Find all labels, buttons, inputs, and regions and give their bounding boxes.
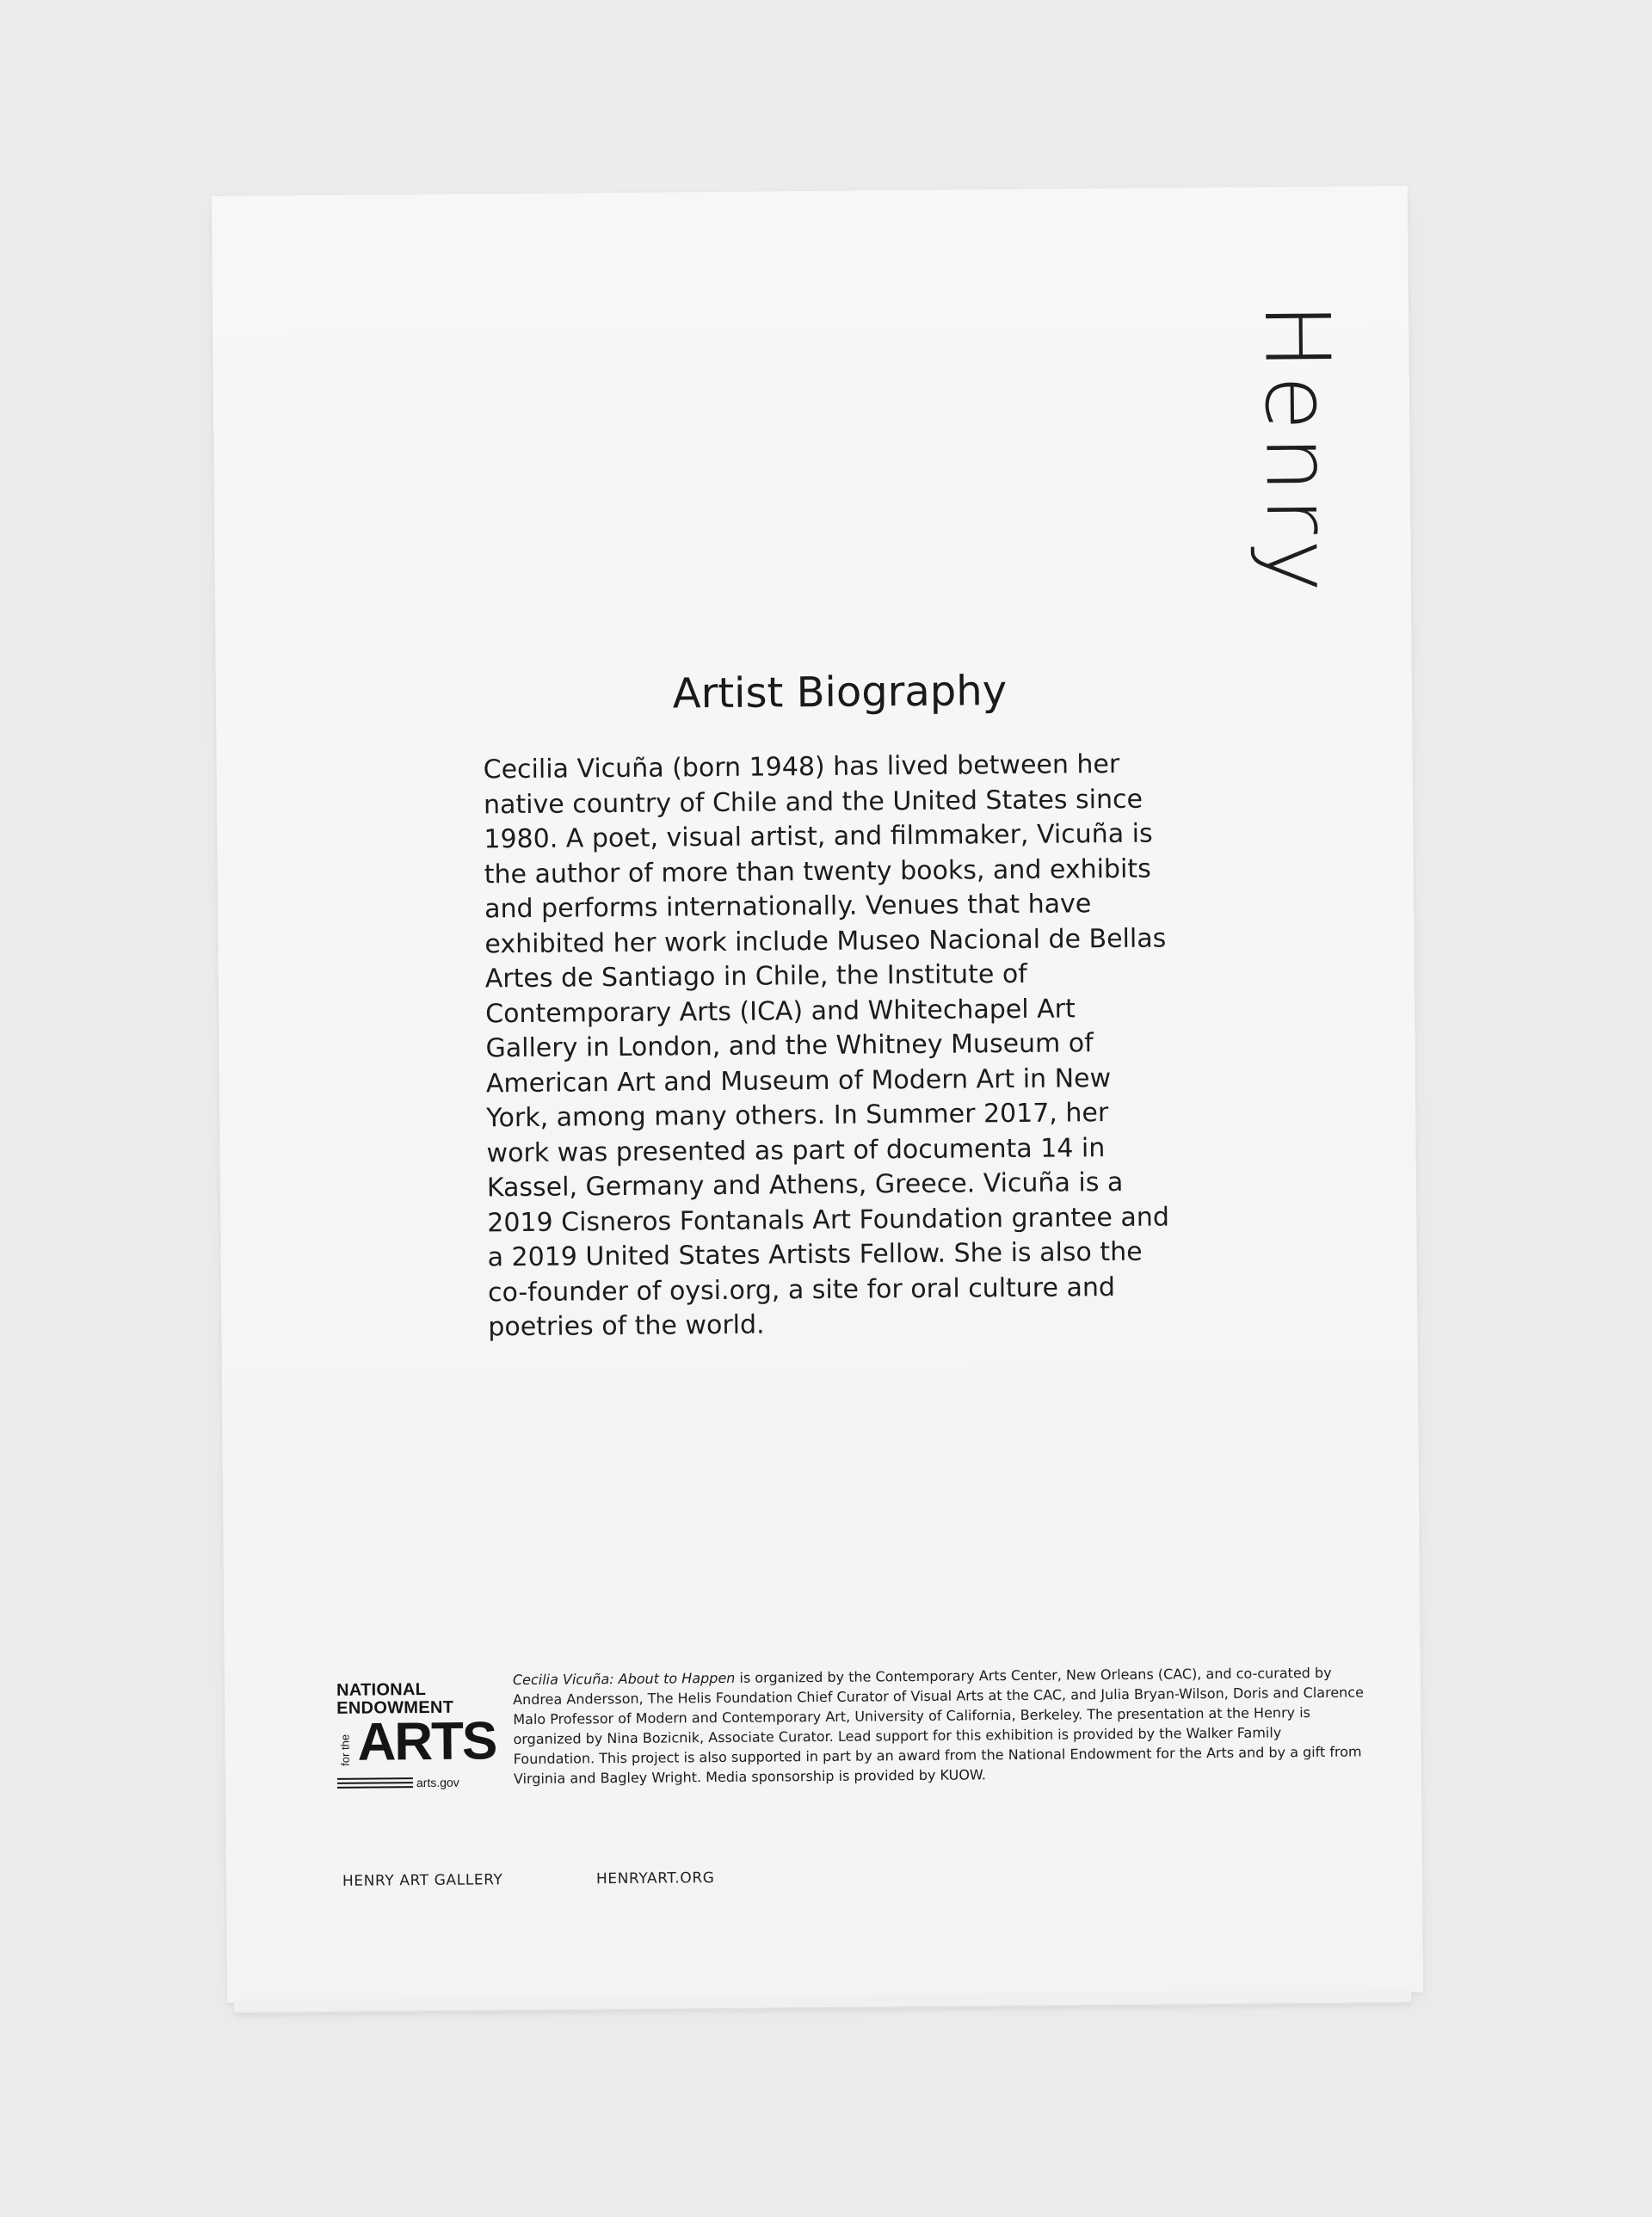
credits-text: is organized by the Contemporary Arts Center, New Orleans (CAC), and co-curated by Andrea Andersson, The Helis Foundation Chief Curator of Visual Arts at the CAC, and Julia Bryan-Wilson, Doris and Clarence Malo Professor of Modern and Contemporary Art, University of California, Berkeley. The presentation at the Henry is organized by Nina Bozicnik, Associate Curator. Lead support for this exhibition is provided by the Walker Family Foundation. This project is also supported in part by an award from the National Endowment for the Arts and by a gift from Virginia and Bagley Wright. Media sponsorship is provided by KUOW. [513,1664,1364,1788]
henry-brand-logo: Henry [1243,302,1352,599]
nea-logo-stripes [337,1777,413,1791]
artist-biography-text: Cecilia Vicuña (born 1948) has lived between her native country of Chile and the United States since 1980. A poet, visual artist, and filmmaker, Vicuña is the author of more than twenty books, and exhibits and performs internationally. Venues that have exhibited her work include Museo Nacional de Bellas Artes de Santiago in Chile, the Institute of Contemporary Arts (ICA) and Whitechapel Art Gallery in London, and the Whitney Museum of American Art and Museum of Modern Art in New York, among many others. In Summer 2017, her work was presented as part of documenta 14 in Kassel, Germany and Athens, Greece. Vicuña is a 2019 Cisneros Fontanals Art Foundation grantee and a 2019 United States Artists Fellow. She is also the co-founder of oysi.org, a site for oral culture and poetries of the world. [483,748,1170,1343]
nea-logo [336,1679,496,1811]
nea-logo-url: arts.gov [416,1775,459,1790]
footer-gallery-name: HENRY ART GALLERY [342,1871,503,1890]
nea-logo-arts: ARTS [357,1711,496,1772]
sheet-fold-edge [234,1990,1411,2013]
nea-logo-endowment: ENDOWMENT [336,1697,454,1718]
page-title: Artist Biography [672,667,1008,718]
exhibition-credits [513,1662,1365,1789]
nea-logo-national: NATIONAL [336,1679,427,1700]
nea-logo-for-the: for the [338,1734,352,1766]
footer-website: HENRYART.ORG [595,1869,715,1888]
exhibition-title: Cecilia Vicuña: About to Happen [512,1669,736,1689]
brochure-sheet [212,186,1423,2003]
